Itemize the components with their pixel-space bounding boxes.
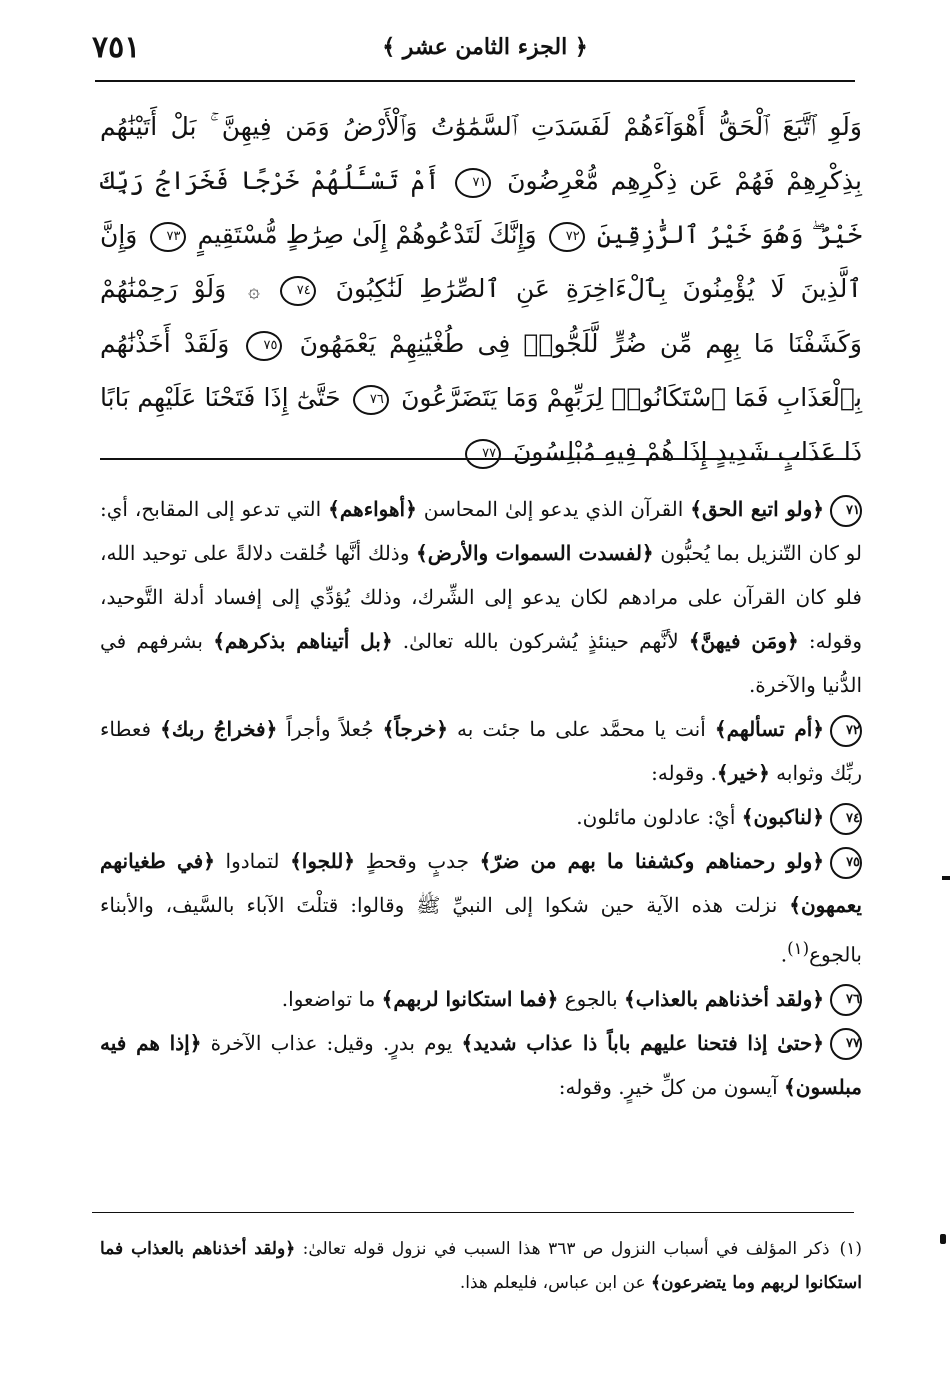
commentary-text: ما تواضعوا. [281,986,382,1011]
commentary-text: أنت يا محمَّد على ما جئت به [447,717,715,741]
ayah-text: وَلَوْ رَحِمْنَٰهُمْ وَكَشَفْنَا مَا بِهِم مِّن ضُرٍّ لَّلَجُّوا۟ فِى طُغْيَٰنِهِمْ يَعْمَهُونَ [100,274,862,358]
quoted-verse-phrase: ﴿لفسدت السموات والأرض﴾ [416,541,654,565]
ayah-number-marker: ٧٥ [246,331,282,361]
header-rule [95,80,855,82]
commentary-text: فعطاء ربِّك وثوابه [100,717,862,785]
ayah-number-marker: ٧٤ [280,276,316,306]
footnote-text [100,1239,862,1293]
commentary-entry [100,795,862,839]
ayah-text: حَتَّىٰٓ إِذَا فَتَحْنَا عَلَيْهِم بَابًا ذَا عَذَابٍ شَدِيدٍ إِذَا هُمْ فِيهِ مُبْلِسُونَ [100,383,862,466]
quran-text-block [100,100,862,479]
commentary-text: بالجوع [558,986,625,1011]
footnote-number: (١) [839,1239,862,1259]
margin-mark [942,876,950,880]
footnote-segment: عن ابن عباس، فليعلم هذا. [459,1273,652,1293]
ayah-text: وَإِنَّ ٱلَّذِينَ لَا يُؤْمِنُونَ بِٱلْءَاخِرَةِ عَنِ ٱلصِّرَٰطِ لَنَٰكِبُونَ [100,220,863,303]
ayah-number-marker: ٧٧ [830,1028,862,1060]
quoted-verse-phrase: ﴿إذا هم فيه مبلسون﴾ [100,1030,862,1099]
quoted-verse-phrase: ﴿خرجاً﴾ [382,717,448,741]
footnote-reference: (١) [787,939,810,958]
margin-mark [940,1234,946,1244]
quoted-verse-phrase: ﴿للجوا﴾ [290,849,356,873]
quoted-verse-phrase: ﴿ولو رحمناهم وكشفنا ما بهم من ضرّ﴾ [479,849,825,873]
quoted-verse-phrase: ﴿ومَن فيهنَّ﴾ [688,629,799,653]
commentary-text: . [780,942,788,967]
quoted-verse-phrase: ﴿حتىٰ إذا فتحنا عليهم باباً ذا عذاب شديد﴾ [461,1030,824,1055]
commentary-block [100,487,862,1109]
ayah-text: وَلَوِ ٱتَّبَعَ ٱلْحَقُّ أَهْوَآءَهُمْ لَفَسَدَتِ ٱلسَّمَٰوَٰتُ وَٱلْأَرْضُ وَمَن فِيهِنَّ ۚ بَلْ أَتَيْنَٰهُم بِذِكْرِهِمْ فَهُمْ عَن ذِكْرِهِم مُّعْرِضُونَ [100,112,862,195]
quoted-verse-phrase: ﴿لناكبون﴾ [741,805,824,829]
ayah-number-marker: ٧١ [830,495,862,527]
quoted-verse-phrase: ﴿خير﴾ [716,761,770,785]
hizb-quarter-icon: ۞ [248,278,260,302]
commentary-text: وذلك أنَّها خُلقت دلالةً على توحيد الله، فلو كان القرآن على مرادهم لكان يدعو إلى الشِّرك، وذلك يُؤدِّي إلى إفساد أدلة التَّوحيد، وقوله: [100,541,863,653]
ayah-number-marker: ٧٤ [830,803,862,835]
commentary-entry [100,977,862,1021]
quoted-verse-phrase: ﴿أم تسألهم﴾ [714,717,825,741]
commentary-entry [100,839,862,977]
page-number: ٧٥١ [92,30,141,65]
commentary-text: . وقوله: [651,761,717,785]
quoted-verse-phrase: ﴿أهواءهم﴾ [328,497,417,521]
footnote [100,1232,862,1300]
ayah-number-marker: ٧١ [455,168,491,198]
quran-divider-rule [100,458,857,460]
quoted-verse-phrase: ﴿فخراجُ ربك﴾ [160,717,278,741]
footnote-segment: ذكر المؤلف في أسباب النزول ص ٣٦٣ هذا السبب في نزول قوله تعالىٰ: [295,1239,830,1259]
commentary-text: القرآن الذي يدعو إلىٰ المحاسن [416,497,691,521]
commentary-text: يوم بدرٍ. وقيل: عذاب الآخرة [201,1030,462,1055]
quoted-verse-phrase: ﴿بل أتيناهم بذكرهم﴾ [213,629,393,653]
commentary-text: التي تدعو إلى المقابح، أي: لو كان التّنزيل بما يُحبُّون [100,497,862,565]
ayah-number-marker: ٧٢ [549,222,585,252]
ayah-number-marker: ٧٣ [150,222,186,252]
commentary-entry [100,1021,862,1109]
commentary-entry [100,707,862,795]
quoted-verse-phrase: ﴿ولو اتبع الحق﴾ [690,497,824,521]
running-head: ﴿ الجزء الثامن عشر ﴾ [382,34,588,60]
ayah-number-marker: ٧٦ [353,385,389,415]
commentary-text: لتمادوا [214,849,291,873]
ayah-text: وَإِنَّكَ لَتَدْعُوهُمْ إِلَىٰ صِرَٰطٍ مُّسْتَقِيمٍ [197,220,537,249]
ayah-number-marker: ٧٥ [830,847,862,879]
commentary-text: لأنَّهم حينئذٍ يُشركون بالله تعالىٰ. [392,629,689,653]
commentary-text: جدبٍ وقحطٍ [355,849,480,873]
quoted-verse-phrase: ﴿ولقد أخذناهم بالعذاب فما استكانوا لربهم وما يتضرعون﴾ [100,1239,862,1293]
quoted-verse-phrase: ﴿فما استكانوا لربهم﴾ [381,986,559,1011]
commentary-entry [100,487,862,707]
commentary-text: بشرفهم في الدُّنيا والآخرة. [100,629,862,697]
commentary-text: آيسون من كلِّ خيرٍ. وقوله: [558,1074,785,1099]
ayah-number-marker: ٧٧ [465,439,501,469]
commentary-text: نزلت هذه الآية حين شكوا إلى النبيِّ ﷺ وقالوا: قتلْتَ الآباء بالسَّيف، والأبناء بالجوع [100,893,862,967]
ayah-text: أَمْ تَسْـَٔلُهُمْ خَرْجًا فَخَرَاجُ رَبِّكَ خَيْرٌ ۖ وَهُوَ خَيْرُ ٱلرَّٰزِقِينَ [100,166,862,249]
commentary-text: أيْ: عادلون مائلون. [576,805,742,829]
ayah-text: وَلَقَدْ أَخَذْنَٰهُم بِٱلْعَذَابِ فَمَا ٱسْتَكَانُوا۟ لِرَبِّهِمْ وَمَا يَتَضَرَّعُونَ [100,329,863,412]
quoted-verse-phrase: ﴿ولقد أخذناهم بالعذاب﴾ [624,986,824,1011]
quoted-verse-phrase: ﴿في طغيانهم يعمهون﴾ [100,849,862,917]
commentary-text: جُعلاً وأجراً [277,717,383,741]
footnote-rule [92,1212,854,1213]
ayah-number-marker: ٧٦ [830,984,862,1016]
ayah-number-marker: ٧٢ [830,715,862,747]
